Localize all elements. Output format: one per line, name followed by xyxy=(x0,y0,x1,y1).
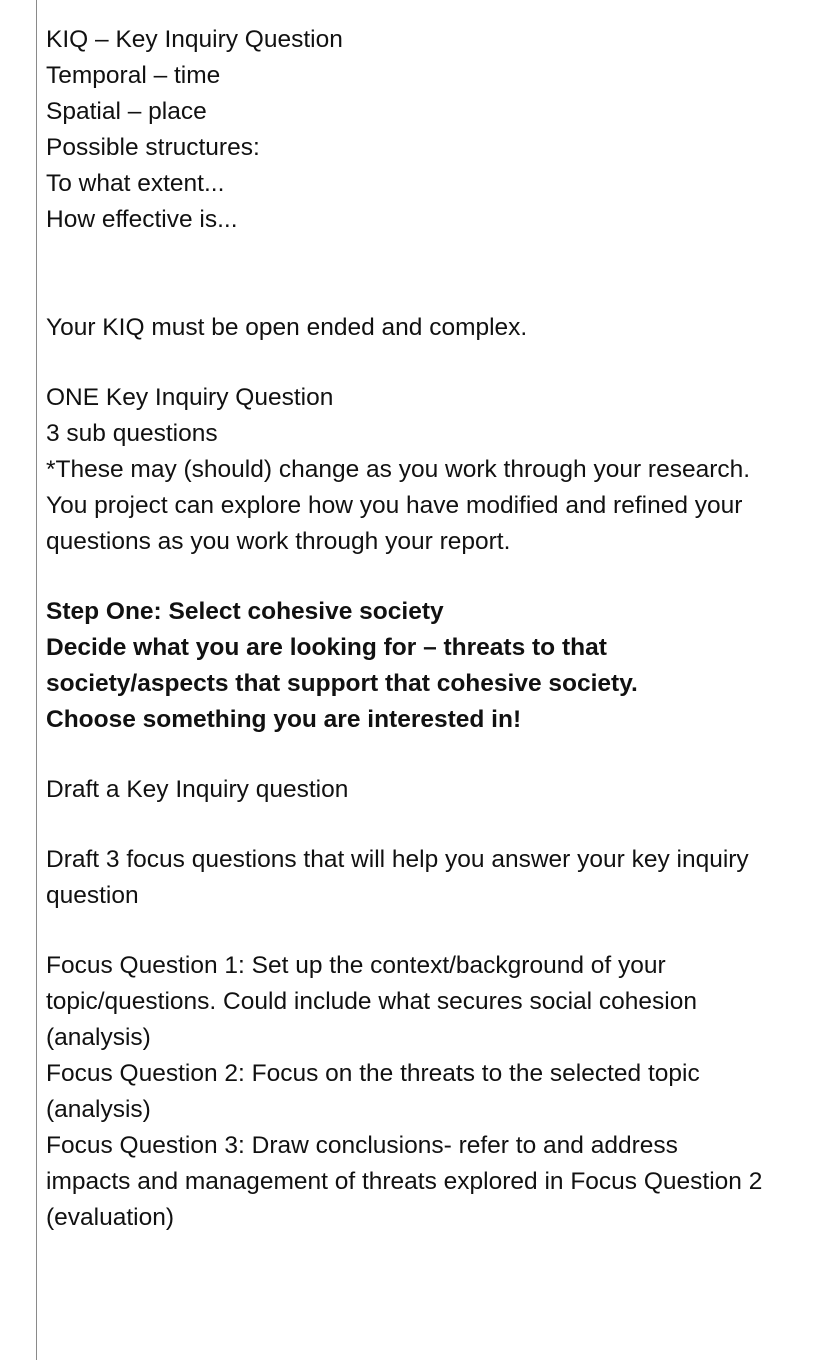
intro-line: How effective is... xyxy=(46,206,238,233)
spacer xyxy=(46,346,831,380)
step-one-heading: Step One: Select cohesive society xyxy=(46,598,444,625)
spacer xyxy=(46,808,831,842)
draft-kiq-instruction: Draft a Key Inquiry question xyxy=(46,776,349,803)
focus-question-line: impacts and management of threats explored in Focus Question 2 xyxy=(46,1168,763,1195)
intro-line: To what extent... xyxy=(46,170,225,197)
draft-focus-line: Draft 3 focus questions that will help you answer your key inquiry xyxy=(46,846,749,873)
focus-question-line: Focus Question 3: Draw conclusions- refer to and address xyxy=(46,1132,678,1159)
focus-question-line: topic/questions. Could include what secures social cohesion xyxy=(46,988,697,1015)
draft-focus-line: question xyxy=(46,882,139,909)
focus-question-line: (analysis) xyxy=(46,1024,151,1051)
intro-line: KIQ – Key Inquiry Question xyxy=(46,26,343,53)
step-one-line: society/aspects that support that cohesive society. xyxy=(46,670,638,697)
page-left-border xyxy=(36,0,37,1360)
intro-line: Temporal – time xyxy=(46,62,221,89)
kiq-requirement: Your KIQ must be open ended and complex. xyxy=(46,314,528,341)
structure-line: 3 sub questions xyxy=(46,420,218,447)
spacer xyxy=(46,738,831,772)
step-one-line: Decide what you are looking for – threats to that xyxy=(46,634,607,661)
structure-line: ONE Key Inquiry Question xyxy=(46,384,334,411)
structure-line: You project can explore how you have modified and refined your xyxy=(46,492,743,519)
intro-line: Possible structures: xyxy=(46,134,260,161)
step-one-line: Choose something you are interested in! xyxy=(46,706,522,733)
focus-question-line: (evaluation) xyxy=(46,1204,175,1231)
spacer xyxy=(46,914,831,948)
focus-questions-section xyxy=(46,948,831,1236)
structure-section xyxy=(46,380,831,560)
intro-section xyxy=(46,22,831,238)
intro-line: Spatial – place xyxy=(46,98,207,125)
document-body xyxy=(46,22,831,1236)
focus-question-line: (analysis) xyxy=(46,1096,151,1123)
focus-question-line: Focus Question 1: Set up the context/background of your xyxy=(46,952,666,979)
structure-line: questions as you work through your report. xyxy=(46,528,511,555)
focus-question-line: Focus Question 2: Focus on the threats to the selected topic xyxy=(46,1060,700,1087)
spacer xyxy=(46,560,831,594)
spacer xyxy=(46,238,831,310)
draft-focus-section xyxy=(46,842,831,914)
structure-line: *These may (should) change as you work through your research. xyxy=(46,456,751,483)
step-one-section xyxy=(46,594,831,738)
